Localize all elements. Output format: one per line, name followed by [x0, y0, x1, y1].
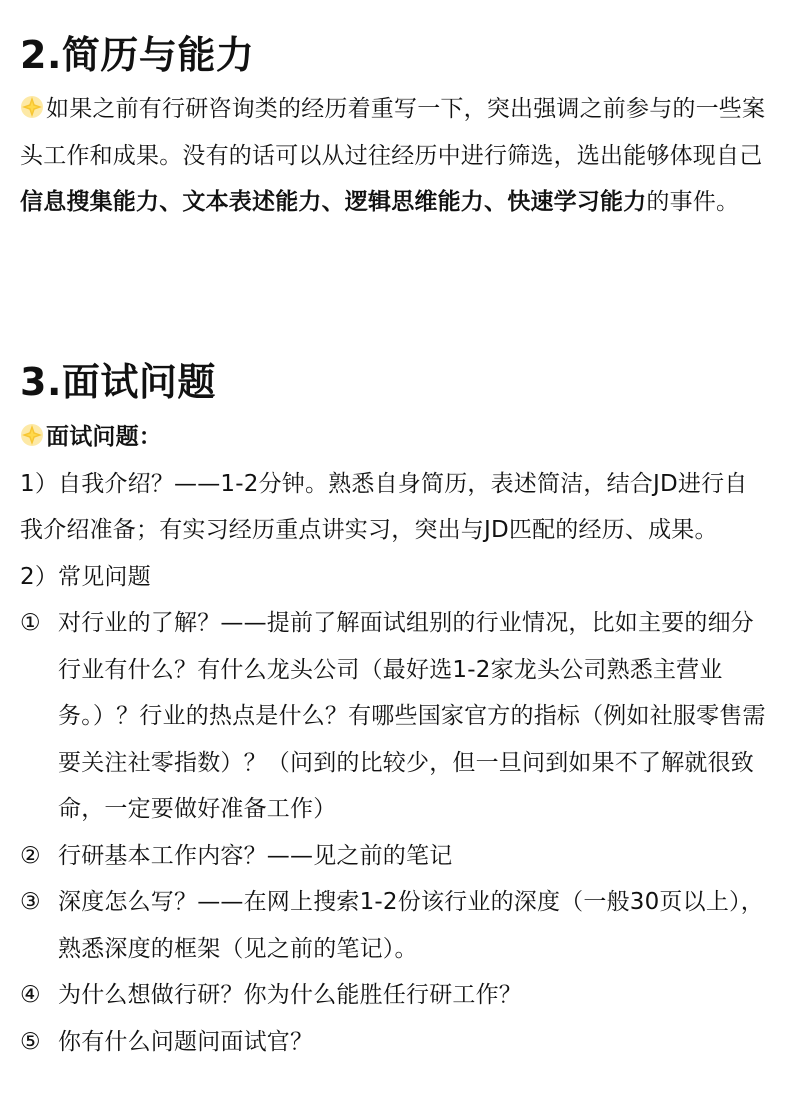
list-item-number: ⑤ — [20, 1028, 41, 1055]
list-item-text: 你有什么问题问面试官？ — [58, 1028, 314, 1055]
question-2-title: 2）常见问题 — [20, 563, 151, 590]
list-item-number: ④ — [20, 982, 41, 1008]
section-3-subheading — [20, 414, 766, 461]
list-item-number: ② — [20, 842, 41, 869]
list-item — [20, 600, 766, 833]
list-item-number: ③ — [20, 889, 41, 915]
list-item-text: 行研基本工作内容？——见之前的笔记 — [58, 842, 453, 869]
section-2-text-b: 的事件。 — [646, 189, 740, 215]
list-item — [20, 833, 766, 880]
list-item-text: 为什么想做行研？你为什么能胜任行研工作？ — [58, 982, 522, 1008]
list-item — [20, 972, 766, 1019]
section-2-text-bold: 信息搜集能力、文本表述能力、逻辑思维能力、快速学习能力 — [20, 189, 647, 215]
list-item-text: 深度怎么写？——在网上搜索1-2份该行业的深度（一般30页以上），熟悉深度的框架（见之前的笔记）。 — [58, 889, 764, 962]
section-2-heading: 2.简历与能力 — [20, 33, 255, 77]
sparkle-star-icon — [20, 423, 44, 447]
list-item-text: 对行业的了解？——提前了解面试组别的行业情况，比如主要的细分行业有什么？有什么龙头公司（最好选1-2家龙头公司熟悉主营业务。）？行业的热点是什么？有哪些国家官方的指标（例如社服零售需要关注社零指数）？（问到的比较少，但一旦问到如果不了解就很致命，一定要做好准备工作） — [58, 610, 766, 822]
section-2-paragraph — [20, 86, 766, 226]
section-2-text-a: 如果之前有行研咨询类的经历着重写一下，突出强调之前参与的一些案头工作和成果。没有的话可以从过往经历中进行筛选，选出能够体现自己 — [20, 96, 766, 169]
section-3-body — [20, 414, 766, 1065]
list-item — [20, 879, 766, 972]
list-item-number: ① — [20, 610, 41, 636]
question-1-paragraph: 1）自我介绍？——1-2分钟。熟悉自身简历，表述简洁，结合JD进行自我介绍准备；有实习经历重点讲实习，突出与JD匹配的经历、成果。 — [20, 470, 748, 543]
sparkle-star-icon — [20, 95, 44, 119]
section-3-heading: 3.面试问题 — [20, 360, 216, 404]
list-item — [20, 1019, 766, 1066]
subheading-text: 面试问题： — [46, 424, 162, 450]
